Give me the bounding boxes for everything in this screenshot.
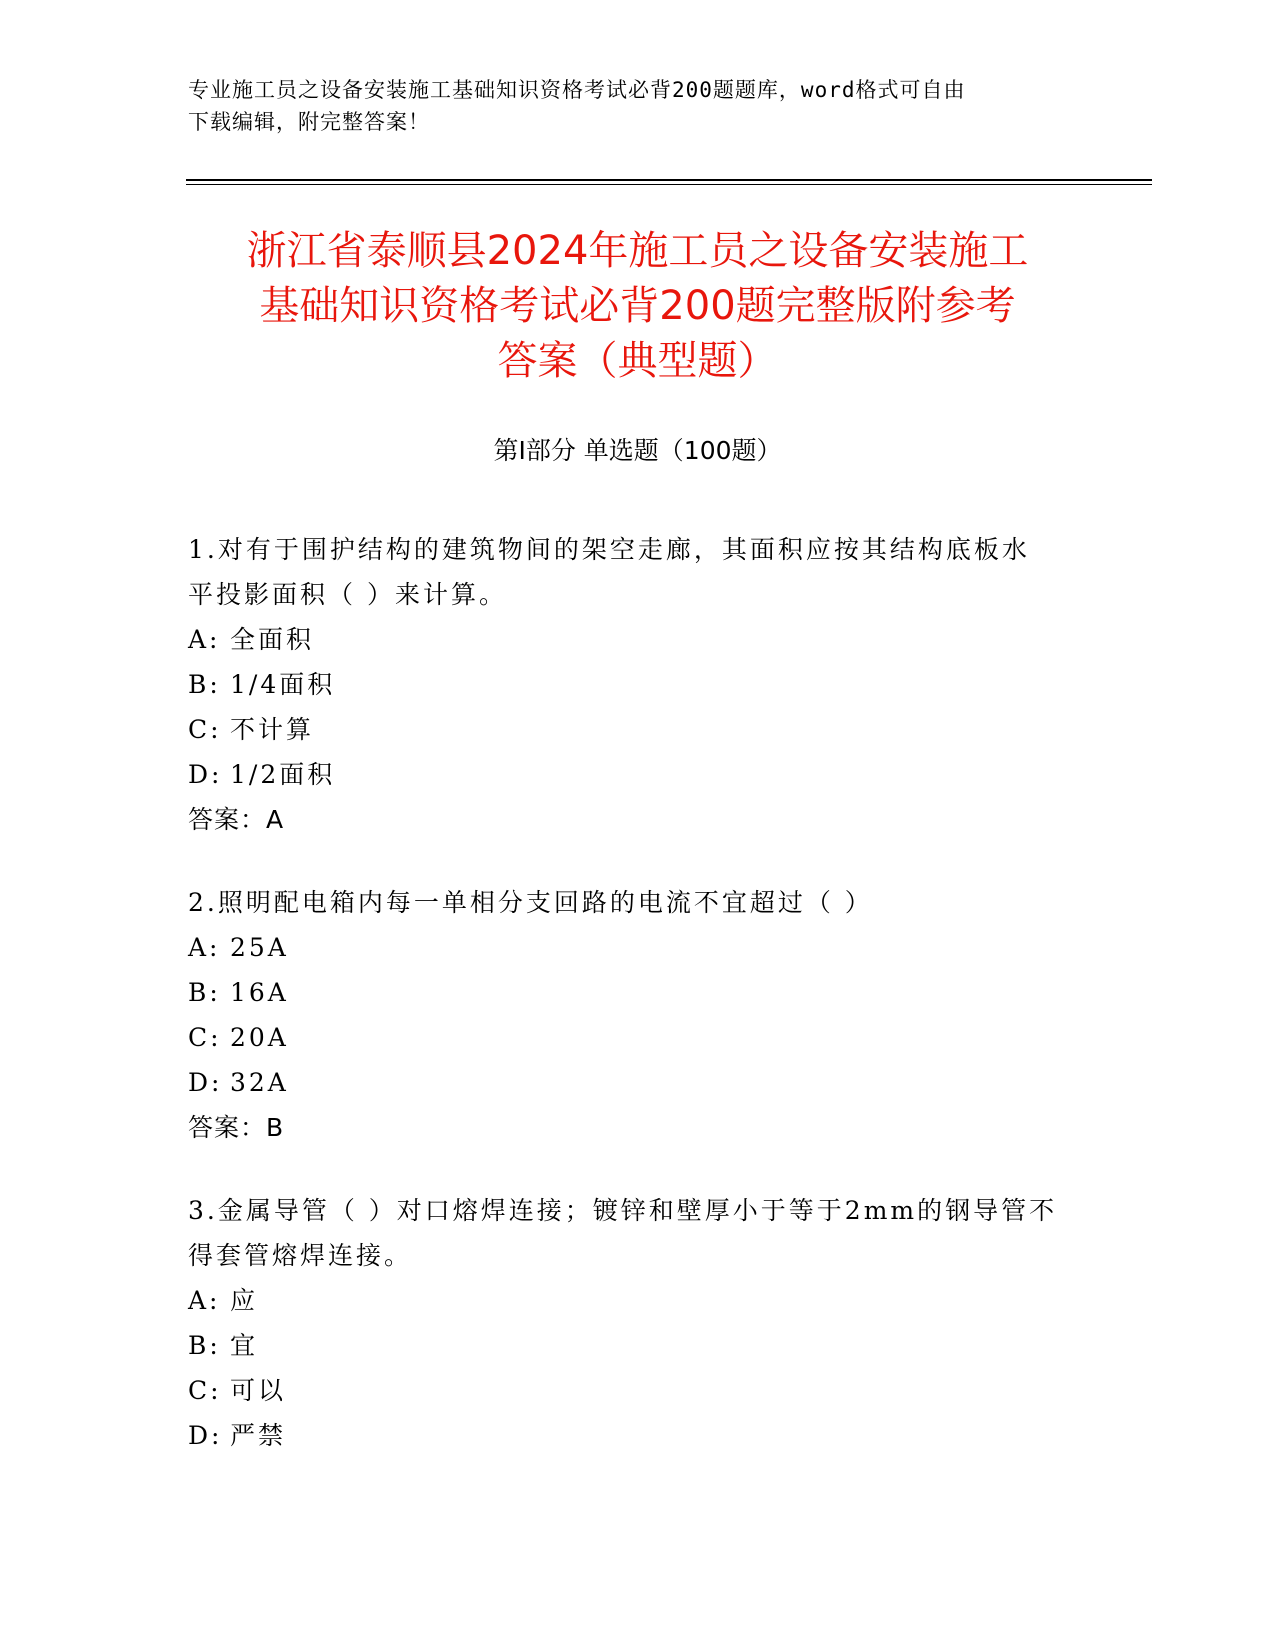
- document-title-line: 基础知识资格考试必背200题完整版附参考: [259, 283, 1016, 329]
- question-option: [188, 1413, 1088, 1458]
- question-option: [188, 1278, 1088, 1323]
- option-letter: A:: [188, 625, 221, 654]
- question-option: [188, 1060, 1088, 1105]
- header-note-line: 下载编辑，附完整答案！: [188, 110, 430, 134]
- question-option: [188, 1368, 1088, 1413]
- question-stem: 2.照明配电箱内每一单相分支回路的电流不宜超过（ ）: [188, 888, 873, 917]
- question-answer: 答案：A: [188, 805, 285, 834]
- question-list: [188, 527, 1088, 1496]
- document-title-line: 浙江省泰顺县2024年施工员之设备安装施工: [246, 228, 1029, 274]
- option-text: 应: [230, 1286, 259, 1315]
- question-stem: 1.对有于围护结构的建筑物间的架空走廊，其面积应按其结构底板水: [188, 535, 1030, 564]
- question-item: [188, 527, 1088, 842]
- option-letter: D:: [188, 1068, 223, 1097]
- option-letter: B:: [188, 978, 221, 1007]
- option-text: 全面积: [230, 625, 315, 654]
- option-text: 1/4面积: [230, 670, 336, 699]
- option-letter: C:: [188, 1023, 222, 1052]
- option-letter: D:: [188, 760, 223, 789]
- option-text: 25A: [230, 933, 289, 962]
- option-letter: C:: [188, 715, 222, 744]
- header-rule-thick: [186, 179, 1152, 181]
- option-letter: D:: [188, 1421, 223, 1450]
- option-letter: A:: [188, 1286, 221, 1315]
- question-option: [188, 1015, 1088, 1060]
- question-option: [188, 662, 1088, 707]
- option-text: 不计算: [230, 715, 315, 744]
- question-option: [188, 1323, 1088, 1368]
- question-option: [188, 617, 1088, 662]
- header-note-line: 专业施工员之设备安装施工基础知识资格考试必背200题题库，word格式可自由: [188, 78, 966, 102]
- question-option: [188, 707, 1088, 752]
- question-stem: 得套管熔焊连接。: [188, 1241, 413, 1270]
- part-heading: 第I部分 单选题（100题）: [493, 436, 782, 465]
- question-stem: 3.金属导管（ ）对口熔焊连接；镀锌和壁厚小于等于2mm的钢导管不: [188, 1196, 1058, 1225]
- document-title-line: 答案（典型题）: [497, 338, 778, 384]
- question-option: [188, 925, 1088, 970]
- option-text: 20A: [230, 1023, 289, 1052]
- option-letter: B:: [188, 670, 221, 699]
- question-item: [188, 1188, 1088, 1458]
- option-letter: A:: [188, 933, 221, 962]
- header-note: [188, 74, 1088, 138]
- option-text: 1/2面积: [230, 760, 336, 789]
- question-option: [188, 752, 1088, 797]
- option-letter: B:: [188, 1331, 221, 1360]
- question-item: [188, 880, 1088, 1150]
- question-stem: 平投影面积（ ）来计算。: [188, 580, 507, 609]
- option-text: 宜: [230, 1331, 259, 1360]
- option-text: 32A: [230, 1068, 289, 1097]
- question-option: [188, 970, 1088, 1015]
- option-text: 16A: [230, 978, 289, 1007]
- header-rule-thin: [186, 184, 1152, 185]
- document-title: [150, 224, 1125, 389]
- option-text: 严禁: [230, 1421, 287, 1450]
- question-answer: 答案：B: [188, 1113, 285, 1142]
- option-text: 可以: [230, 1376, 287, 1405]
- option-letter: C:: [188, 1376, 222, 1405]
